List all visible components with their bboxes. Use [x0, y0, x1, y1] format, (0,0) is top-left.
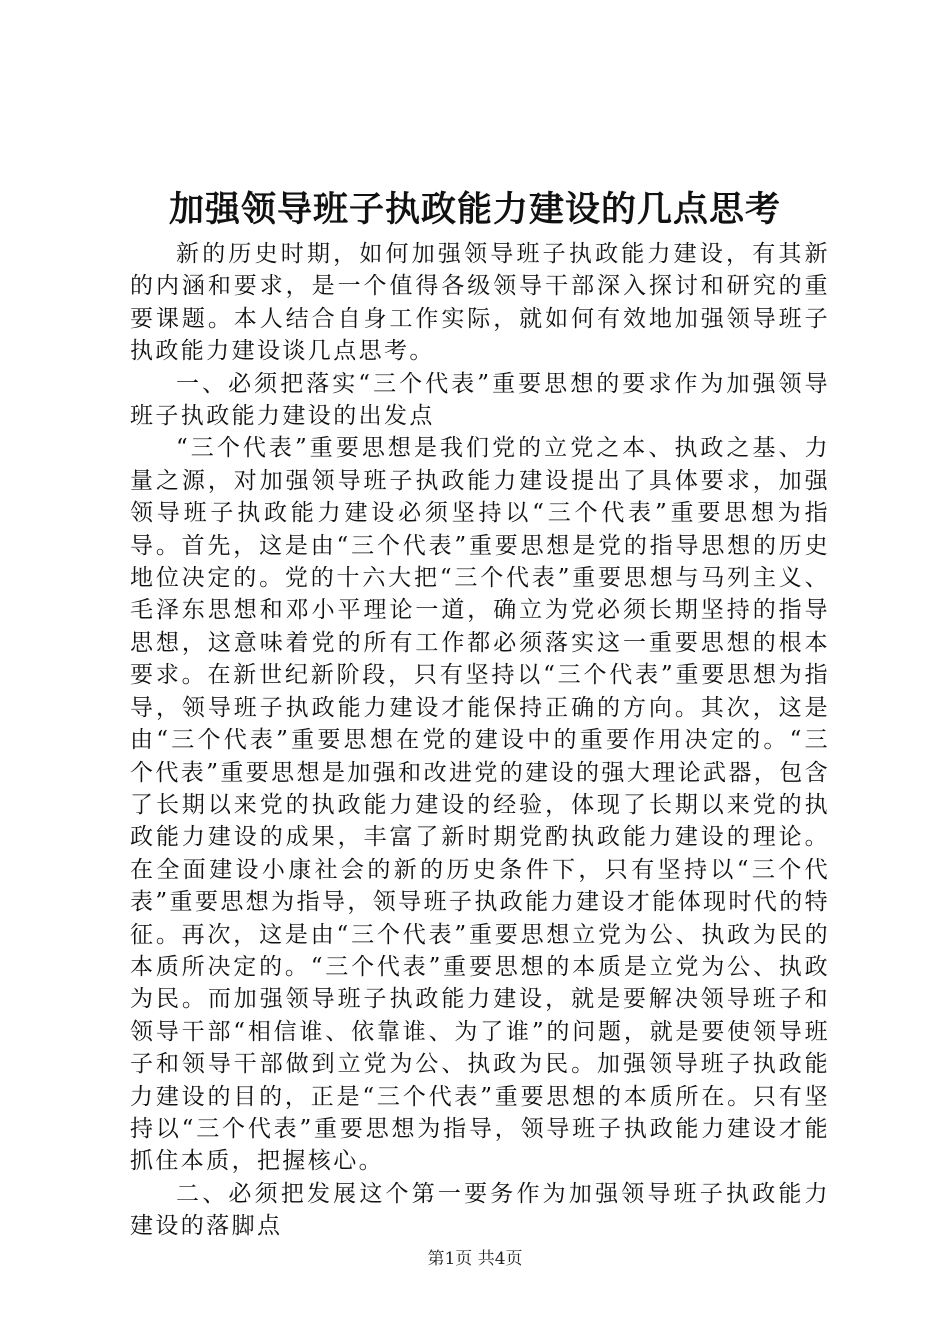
- section-1-paragraph: “三个代表”重要思想是我们党的立党之本、执政之基、力量之源，对加强领导班子执政能力建设提出了具体要求，加强领导班子执政能力建设必须坚持以“三个代表”重要思想为指导。首先，这是由“三个代表”重要思想是党的指导思想的历史地位决定的。党的十六大把“三个代表”重要思想与马列主义、毛泽东思想和邓小平理论一道，确立为党必须长期坚持的指导思想，这意味着党的所有工作都必须落实这一重要思想的根本要求。在新世纪新阶段，只有坚持以“三个代表”重要思想为指导，领导班子执政能力建设才能保持正确的方向。其次，这是由“三个代表”重要思想在党的建设中的重要作用决定的。“三个代表”重要思想是加强和改进党的建设的强大理论武器，包含了长期以来党的执政能力建设的经验，体现了长期以来党的执政能力建设的成果，丰富了新时期党酌执政能力建设的理论。在全面建设小康社会的新的历史条件下，只有坚持以“三个代表”重要思想为指导，领导班子执政能力建设才能体现时代的特征。再次，这是由“三个代表”重要思想立党为公、执政为民的本质所决定的。“三个代表”重要思想的本质是立党为公、执政为民。而加强领导班子执政能力建设，就是要解决领导班子和领导干部“相信谁、依靠谁、为了谁”的问题，就是要使领导班子和领导干部做到立党为公、执政为民。加强领导班子执政能力建设的目的，正是“三个代表”重要思想的本质所在。只有坚持以“三个代表”重要思想为指导，领导班子执政能力建设才能抓住本质，把握核心。: [130, 435, 830, 1175]
- section-heading-1: 一、必须把落实“三个代表”重要思想的要求作为加强领导班子执政能力建设的出发点: [130, 370, 830, 430]
- section-heading-2: 二、必须把发展这个第一要务作为加强领导班子执政能力建设的落脚点: [130, 1180, 830, 1240]
- intro-paragraph: 新的历史时期，如何加强领导班子执政能力建设，有其新的内涵和要求，是一个值得各级领导干部深入探讨和研究的重要课题。本人结合自身工作实际，就如何有效地加强领导班子执政能力建设谈几点思考。: [130, 241, 830, 365]
- page-footer: 第1页 共4页: [427, 1249, 523, 1269]
- document-body: [130, 238, 830, 1243]
- document-title: 加强领导班子执政能力建设的几点思考: [168, 189, 781, 230]
